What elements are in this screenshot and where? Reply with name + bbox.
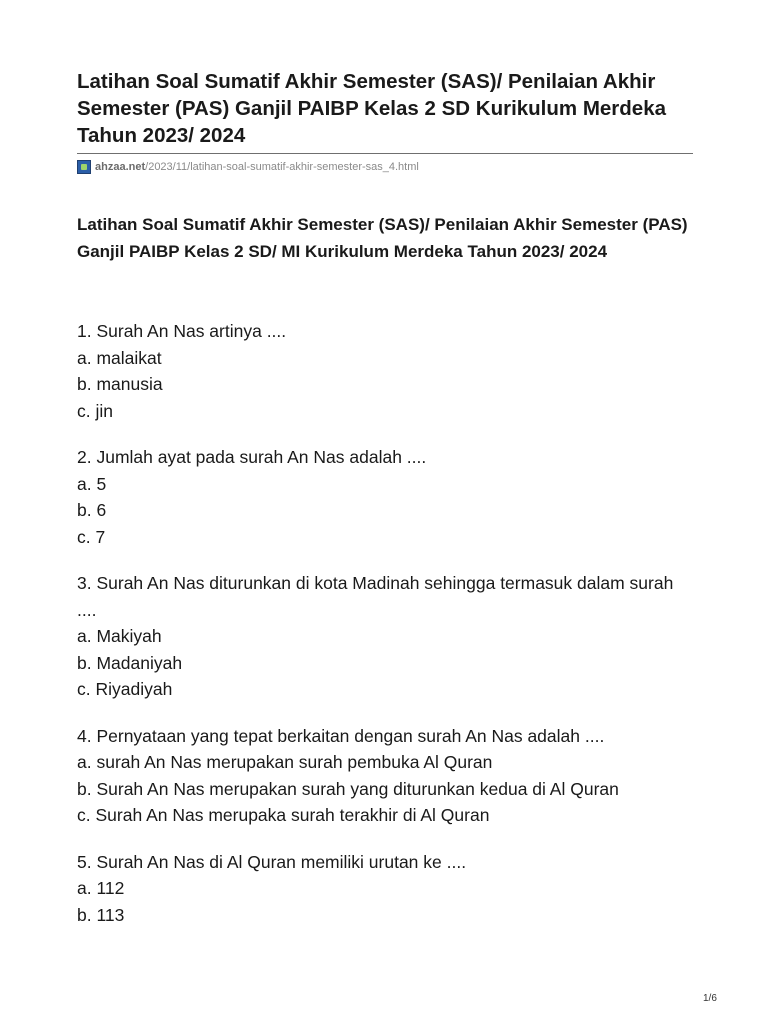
question-text: 4. Pernyataan yang tepat berkaitan dengan surah An Nas adalah .... [77, 725, 605, 746]
document-title: Latihan Soal Sumatif Akhir Semester (SAS)/ Penilaian Akhir Semester (PAS) Ganjil PAIBP Kelas 2 SD Kurikulum Merdeka Tahun 2023/ 2024 [77, 70, 667, 147]
question-list [77, 318, 697, 948]
source-path: /2023/11/latihan-soal-sumatif-akhir-semester-sas_4.html [145, 161, 419, 173]
source-link[interactable] [77, 159, 419, 175]
answer-option: a. Makiyah [77, 626, 162, 646]
question-text: 5. Surah An Nas di Al Quran memiliki urutan ke .... [77, 851, 467, 872]
question-item [77, 444, 697, 550]
answer-option: c. 7 [77, 526, 106, 547]
source-domain: ahzaa.net [95, 161, 146, 173]
question-text: 2. Jumlah ayat pada surah An Nas adalah .... [77, 447, 427, 467]
question-item [77, 849, 697, 929]
title-divider [77, 153, 693, 154]
answer-option: c. Riyadiyah [77, 679, 173, 699]
page-number: 1/6 [703, 993, 717, 1004]
answer-option: b. 113 [77, 904, 125, 925]
question-text: 3. Surah An Nas diturunkan di kota Madinah sehingga termasuk dalam surah .... [77, 573, 674, 620]
question-item [77, 723, 697, 829]
question-text: 1. Surah An Nas artinya .... [77, 321, 287, 341]
site-favicon-icon [77, 160, 91, 174]
answer-option: a. surah An Nas merupakan surah pembuka Al Quran [77, 752, 493, 772]
answer-option: c. jin [77, 400, 113, 421]
answer-option: b. Surah An Nas merupakan surah yang diturunkan kedua di Al Quran [77, 778, 619, 799]
answer-option: a. 5 [77, 473, 107, 494]
answer-option: a. 112 [77, 878, 125, 898]
article-heading: Latihan Soal Sumatif Akhir Semester (SAS)/ Penilaian Akhir Semester (PAS) Ganjil PAIBP Kelas 2 SD/ MI Kurikulum Merdeka Tahun 2023/ 2024 [77, 215, 688, 261]
question-item [77, 570, 697, 703]
answer-option: b. Madaniyah [77, 652, 183, 673]
answer-option: b. manusia [77, 374, 163, 394]
answer-option: a. malaikat [77, 347, 162, 368]
answer-option: b. 6 [77, 500, 107, 520]
question-item [77, 318, 697, 424]
answer-option: c. Surah An Nas merupaka surah terakhir di Al Quran [77, 805, 490, 825]
